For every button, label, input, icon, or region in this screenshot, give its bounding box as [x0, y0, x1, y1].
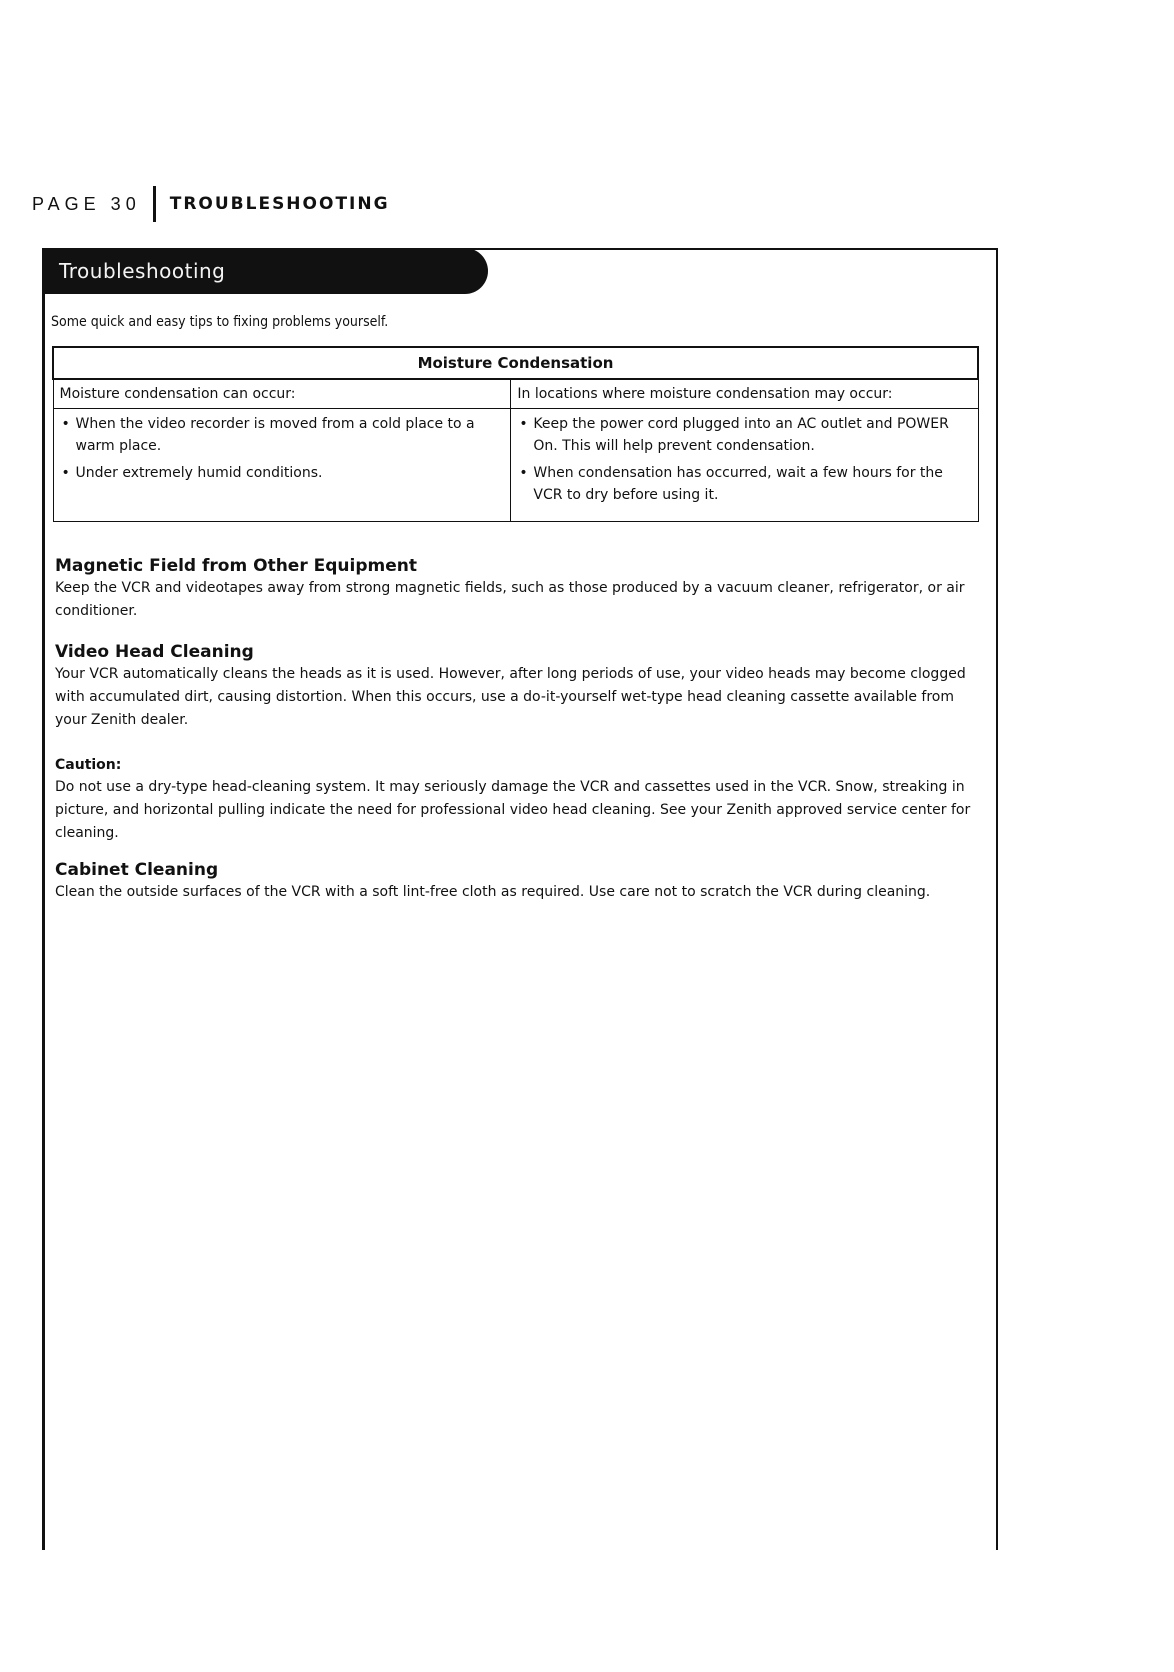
main-content: [55, 555, 985, 922]
cabinet-section: [55, 859, 985, 904]
right-bullet-list: [517, 413, 969, 506]
magnetic-heading: Magnetic Field from Other Equipment: [55, 556, 417, 576]
section-tab: [45, 248, 488, 294]
caution-heading: Caution:: [55, 757, 122, 773]
head-cleaning-body: Your VCR automatically cleans the heads as it is used. However, after long periods of use, your video heads may become clogged with accumulated dirt, causing distortion. When this occurs, use a do-it-yourself wet-type head cleaning cassette available from your Zenith dealer.: [55, 666, 966, 728]
intro-text: Some quick and easy tips to fixing problems yourself.: [51, 314, 389, 330]
list-item: • When condensation has occurred, wait a few hours for the VCR to dry before using it.: [517, 462, 969, 506]
magnetic-body: Keep the VCR and videotapes away from strong magnetic fields, such as those produced by a vacuum cleaner, refrigerator, or air conditioner.: [55, 580, 965, 619]
cabinet-body: Clean the outside surfaces of the VCR with a soft lint-free cloth as required. Use care not to scratch the VCR during cleaning.: [55, 884, 931, 900]
section-title: TROUBLESHOOTING: [169, 194, 390, 214]
head-cleaning-heading: Video Head Cleaning: [55, 642, 254, 662]
list-item: • Keep the power cord plugged into an AC outlet and POWER On. This will help prevent condensation.: [517, 413, 969, 457]
caution-section: [55, 754, 985, 845]
right-column-cell: [511, 409, 978, 522]
header-divider: [153, 186, 156, 222]
left-column-cell: [53, 409, 511, 522]
column-header-left: Moisture condensation can occur:: [53, 379, 511, 409]
column-header-right: In locations where moisture condensation may occur:: [511, 379, 978, 409]
page-header: [32, 186, 390, 222]
content-frame: [42, 248, 998, 1550]
list-item: • When the video recorder is moved from a cold place to a warm place.: [60, 413, 503, 457]
magnetic-section: [55, 555, 985, 623]
tab-title: Troubleshooting: [59, 259, 226, 283]
table-title: Moisture Condensation: [53, 347, 978, 379]
moisture-condensation-table: [52, 346, 979, 522]
list-item: • Under extremely humid conditions.: [60, 462, 503, 484]
caution-body: Do not use a dry-type head-cleaning system. It may seriously damage the VCR and cassettes used in the VCR. Snow, streaking in picture, and horizontal pulling indicate the need for professional video head cleaning. See your Zenith approved service center for cleaning.: [55, 779, 971, 841]
head-cleaning-section: [55, 641, 985, 732]
left-bullet-list: [60, 413, 503, 484]
cabinet-heading: Cabinet Cleaning: [55, 860, 219, 880]
page-number: PAGE 30: [32, 193, 141, 214]
